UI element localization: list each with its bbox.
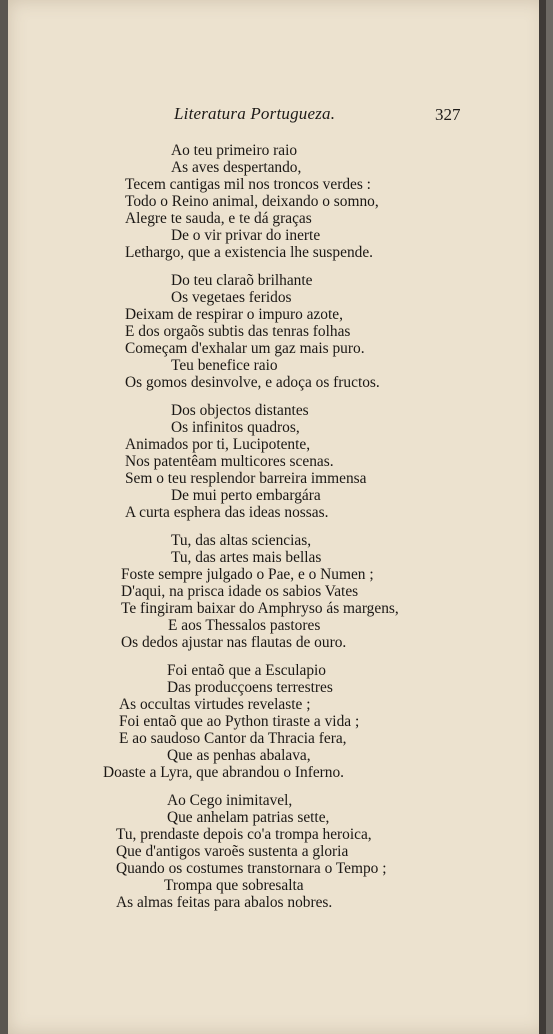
poem-line: Ao teu primeiro raio — [171, 142, 298, 159]
poem-line: Os infinitos quadros, — [171, 419, 300, 436]
poem-line: Foste sempre julgado o Pae, e o Numen ; — [121, 566, 374, 583]
poem-line: E ao saudoso Cantor da Thracia fera, — [119, 730, 347, 747]
poem-line: De o vir privar do inerte — [171, 227, 321, 244]
poem-line: Das producçoens terrestres — [167, 679, 333, 696]
poem-line: As aves despertando, — [171, 159, 302, 176]
poem-line: Os gomos desinvolve, e adoça os fructos. — [125, 374, 380, 391]
poem-line: Que anhelam patrias sette, — [167, 809, 330, 826]
poem-line: Tu, prendaste depois co'a trompa heroica, — [116, 826, 372, 843]
poem-line: Tu, das altas sciencias, — [171, 532, 312, 549]
poem-line: Doaste a Lyra, que abrandou o Inferno. — [103, 764, 345, 781]
poem-line: Teu benefice raio — [171, 357, 278, 374]
poem-line: Que as penhas abalava, — [167, 747, 311, 764]
poem-line: As almas feitas para abalos nobres. — [116, 894, 333, 911]
poem-line: Nos patentêam multicores scenas. — [125, 453, 334, 470]
poem-line: Trompa que sobresalta — [164, 877, 304, 894]
poem-line: D'aqui, na prisca idade os sabios Vates — [121, 583, 359, 600]
poem-line: E aos Thessalos pastores — [168, 617, 321, 634]
poem-line: Foi entaõ que a Esculapio — [167, 662, 326, 679]
poem-line: E dos orgaõs subtis das tenras folhas — [125, 323, 351, 340]
page-header — [8, 104, 546, 128]
poem-line: Os dedos ajustar nas flautas de ouro. — [121, 634, 347, 651]
page-number: 327 — [435, 105, 461, 124]
poem-line: Tecem cantigas mil nos troncos verdes : — [125, 176, 371, 193]
poem-line: Do teu claraõ brilhante — [171, 272, 313, 289]
poem-line: Deixam de respirar o impuro azote, — [125, 306, 343, 323]
running-title: Literatura Portugueza. — [174, 104, 336, 123]
book-gutter-edge — [0, 0, 8, 1034]
poem-line: Foi entaõ que ao Python tiraste a vida ; — [119, 713, 360, 730]
poem-line: Que d'antigos varoẽs sustenta a gloria — [116, 843, 349, 860]
poem-line: As occultas virtudes revelaste ; — [119, 696, 311, 713]
page-right-edge — [539, 0, 546, 1034]
poem-line: Lethargo, que a existencia lhe suspende. — [125, 244, 374, 261]
poem-line: Sem o teu resplendor barreira immensa — [125, 470, 367, 487]
book-page — [8, 0, 546, 1034]
poem-line: Quando os costumes transtornara o Tempo ; — [116, 860, 387, 877]
poem-line: Te fingiram baixar do Amphryso ás margens, — [121, 600, 399, 617]
poem-line: Começam d'exhalar um gaz mais puro. — [125, 340, 365, 357]
poem-line: De mui perto embargára — [171, 487, 321, 504]
poem-line: Alegre te sauda, e te dá graças — [125, 210, 312, 227]
poem-line: A curta esphera das ideas nossas. — [125, 504, 329, 521]
poem-line: Todo o Reino animal, deixando o somno, — [125, 193, 379, 210]
poem-line: Os vegetaes feridos — [171, 289, 292, 306]
poem-line: Dos objectos distantes — [171, 402, 309, 419]
poem-line: Animados por ti, Lucipotente, — [125, 436, 311, 453]
poem-line: Tu, das artes mais bellas — [171, 549, 322, 566]
poem-line: Ao Cego inimitavel, — [167, 792, 293, 809]
